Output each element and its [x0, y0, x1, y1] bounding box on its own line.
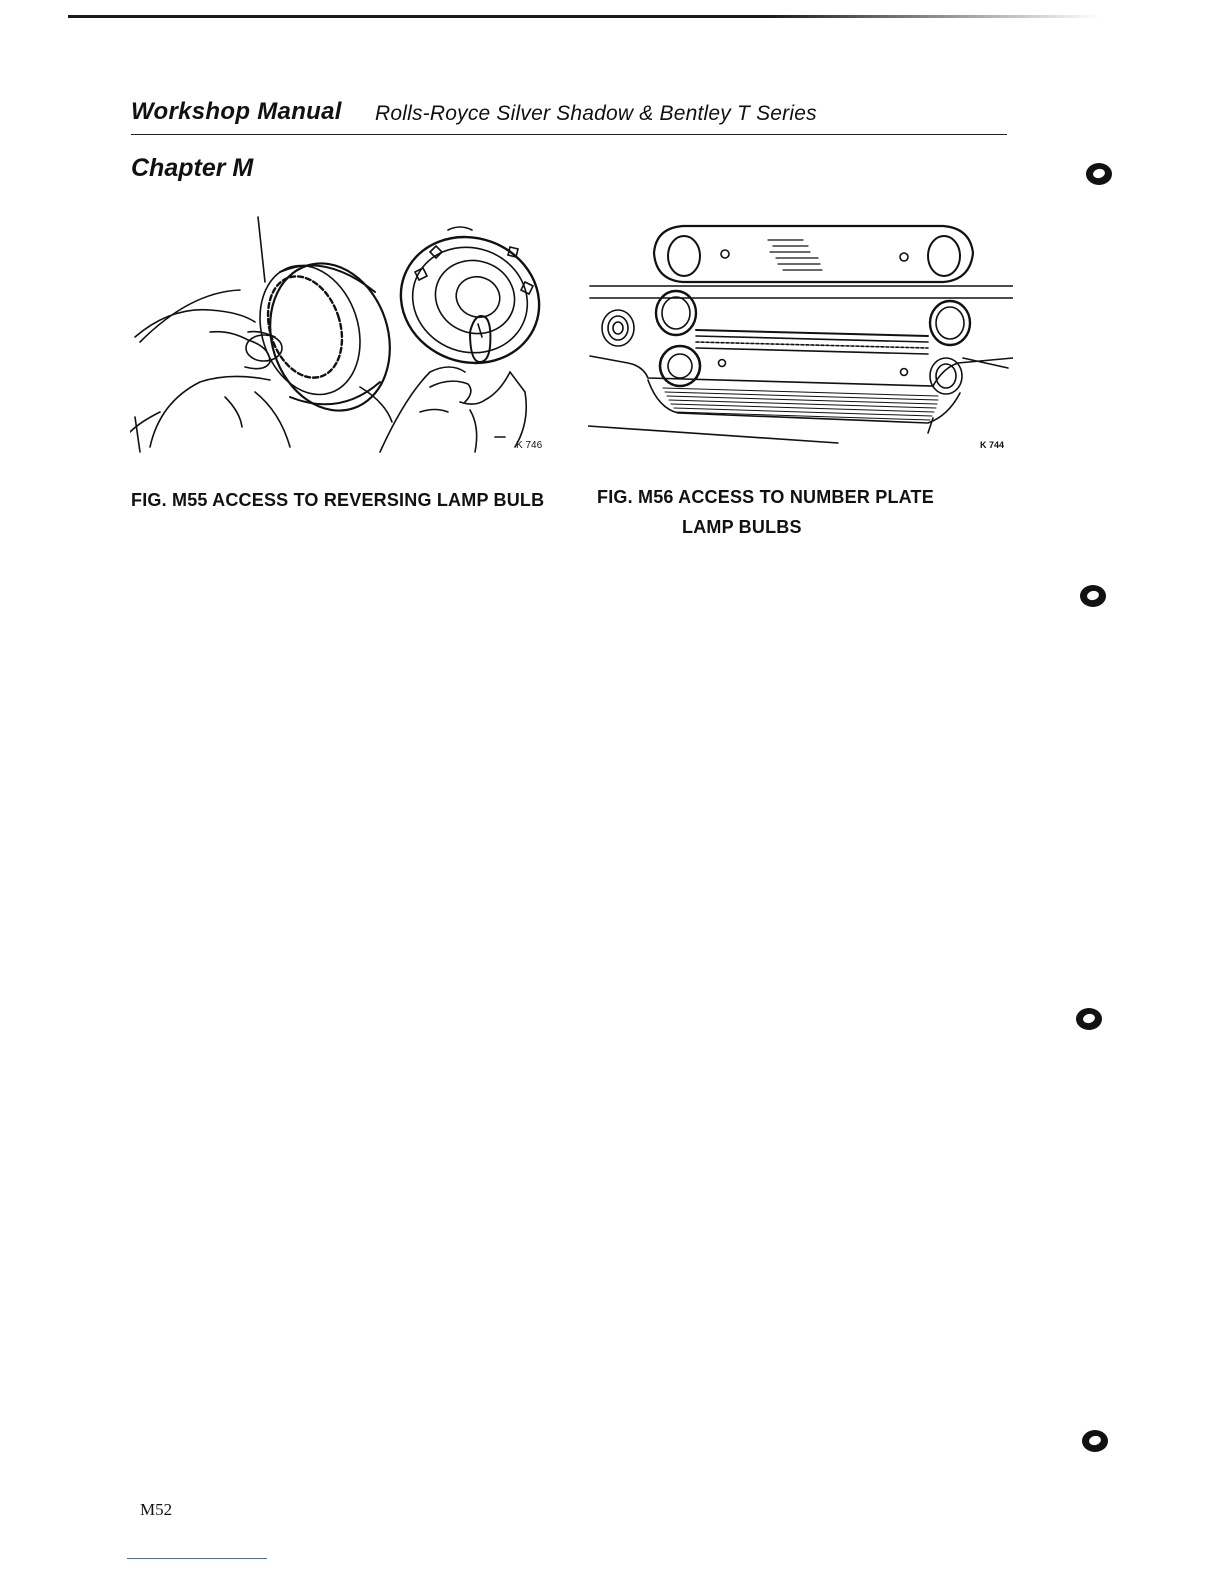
binder-hole-icon	[1076, 1008, 1102, 1030]
chapter-heading: Chapter M	[131, 154, 254, 182]
figure-m56-caption	[597, 482, 1017, 542]
figure-m56-caption-line1: FIG. M56 ACCESS TO NUMBER PLATE	[597, 487, 934, 507]
binder-hole-icon	[1080, 585, 1106, 607]
page-number: M52	[140, 1500, 173, 1519]
figure-m56-caption-line2: LAMP BULBS	[682, 517, 802, 537]
page-header	[131, 98, 1007, 135]
figure-m56-ref-code: K 744	[980, 440, 1005, 450]
manual-title: Workshop Manual	[131, 98, 342, 125]
figure-m55-caption: FIG. M55 ACCESS TO REVERSING LAMP BULB	[131, 490, 545, 510]
figure-m55-illustration	[130, 212, 550, 457]
top-rule-fade	[770, 15, 1100, 18]
binder-hole-icon	[1082, 1430, 1108, 1452]
manual-subtitle: Rolls-Royce Silver Shadow & Bentley T Series	[375, 102, 817, 125]
figure-m55-ref-code: K 746	[516, 440, 543, 451]
bottom-rule	[127, 1558, 267, 1559]
figure-m56-illustration	[588, 218, 1013, 458]
binder-hole-icon	[1086, 163, 1112, 185]
